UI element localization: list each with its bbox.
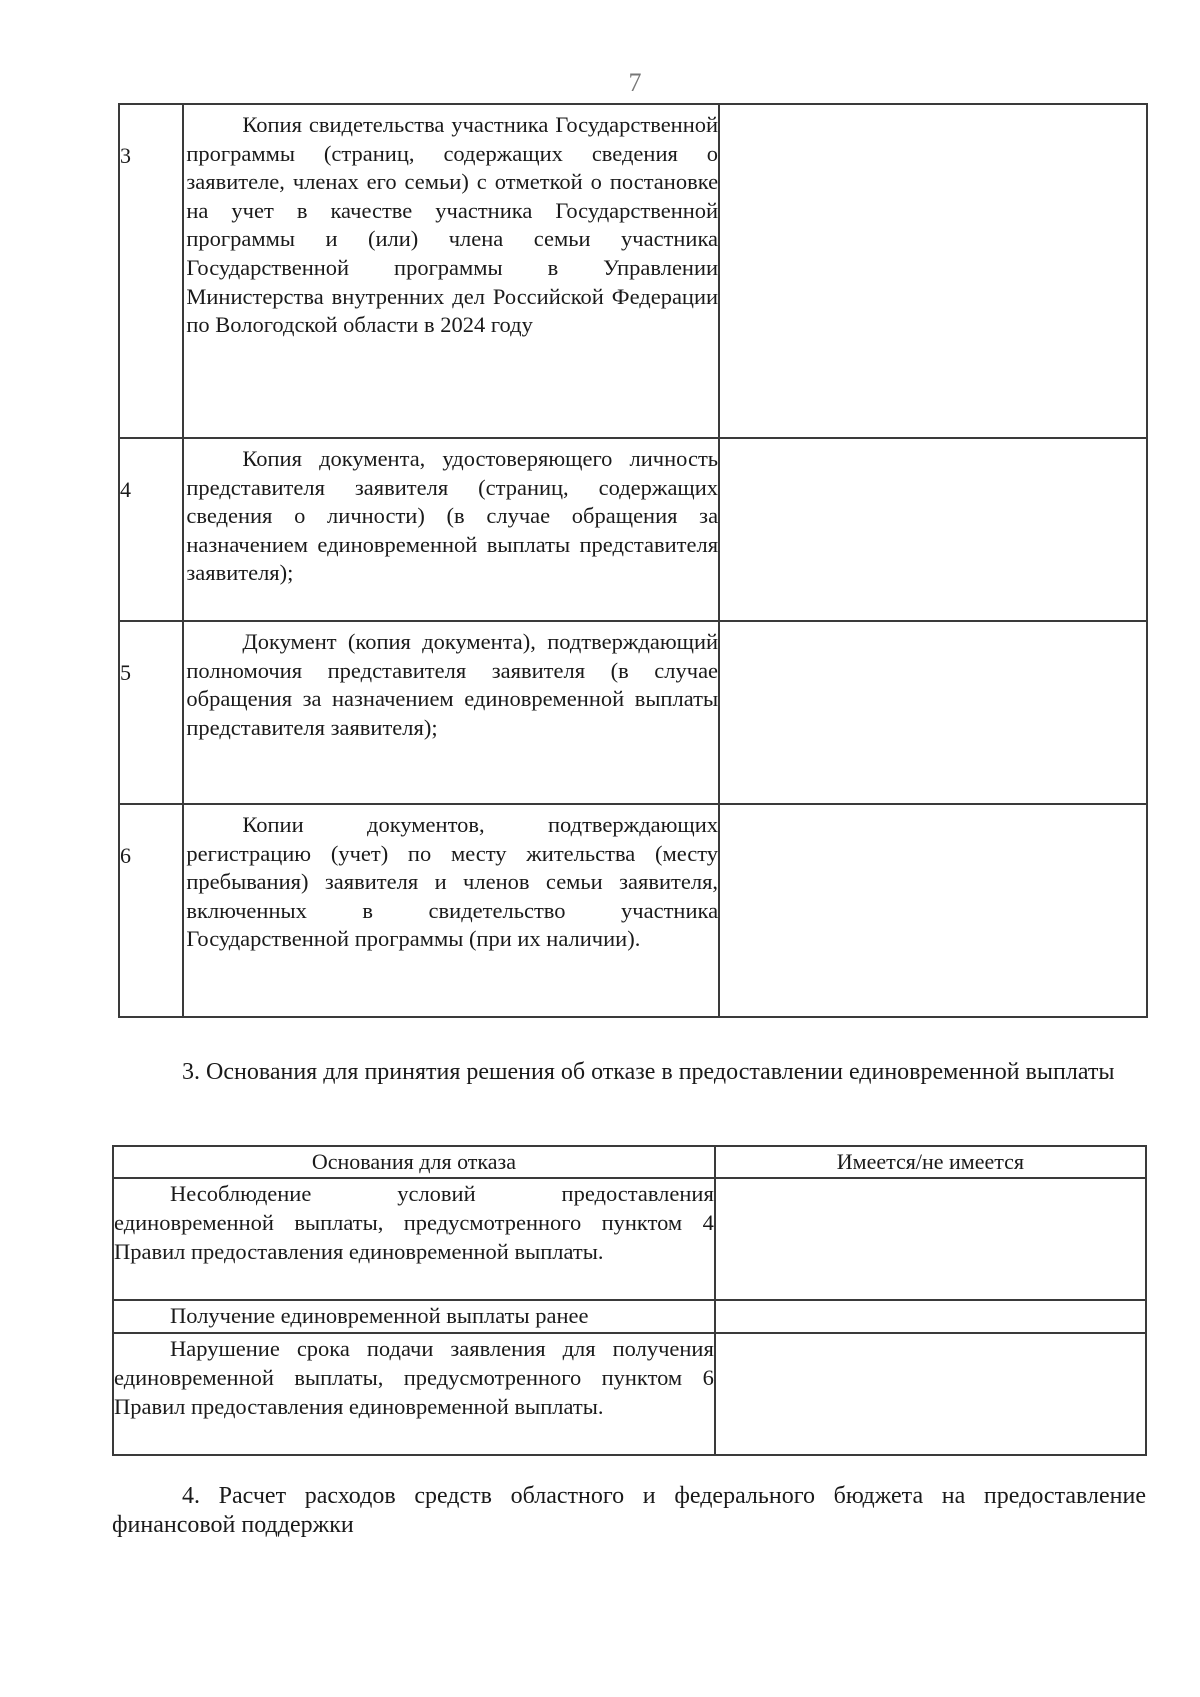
refusal-mark-cell: [715, 1333, 1146, 1455]
table-row: [113, 1178, 1146, 1300]
document-mark-cell: [719, 438, 1147, 621]
document-description: Документ (копия документа), подтверждающий полномочия представителя заявителя (в случае обращения за назначением единовременной выплаты представителя заявителя);: [183, 621, 719, 804]
refusal-mark-cell: [715, 1178, 1146, 1300]
document-description: Копия свидетельства участника Государственной программы (страниц, содержащих сведения о заявителе, членах его семьи) с отметкой о постановке на учет в качестве участника Государственной программы и (или) члена семьи участника Государственной программы в Управлении Министерства внутренних дел Российской Федерации по Вологодской области в 2024 году: [183, 104, 719, 438]
page-number: 7: [628, 68, 642, 97]
document-mark-cell: [719, 621, 1147, 804]
row-number: 6: [119, 804, 183, 1017]
refusal-grounds-table: [112, 1145, 1147, 1456]
column-header-grounds: Основания для отказа: [113, 1146, 715, 1178]
refusal-mark-cell: [715, 1300, 1146, 1333]
document-mark-cell: [719, 104, 1147, 438]
refusal-reason: Получение единовременной выплаты ранее: [113, 1300, 715, 1333]
table-row: [119, 804, 1147, 1017]
table-row: [113, 1333, 1146, 1455]
section-3-heading: 3. Основания для принятия решения об отказе в предоставлении единовременной выплаты: [182, 1059, 1115, 1085]
table-row: [113, 1300, 1146, 1333]
table-row: [119, 104, 1147, 438]
row-number: 3: [119, 104, 183, 438]
section-4-heading: 4. Расчет расходов средств областного и федерального бюджета на предоставление финансовой поддержки: [112, 1483, 1146, 1538]
row-number: 4: [119, 438, 183, 621]
documents-table: [118, 103, 1148, 1018]
table-row: [119, 621, 1147, 804]
document-description: Копия документа, удостоверяющего личность представителя заявителя (страниц, содержащих сведения о личности) (в случае обращения за назначением единовременной выплаты представителя заявителя);: [183, 438, 719, 621]
column-header-presence: Имеется/не имеется: [715, 1146, 1146, 1178]
table-header-row: [113, 1146, 1146, 1178]
document-mark-cell: [719, 804, 1147, 1017]
refusal-reason: Нарушение срока подачи заявления для получения единовременной выплаты, предусмотренного пунктом 6 Правил предоставления единовременной выплаты.: [113, 1333, 715, 1455]
refusal-reason: Несоблюдение условий предоставления единовременной выплаты, предусмотренного пунктом 4 Правил предоставления единовременной выплаты.: [113, 1178, 715, 1300]
table-row: [119, 438, 1147, 621]
document-description: Копии документов, подтверждающих регистрацию (учет) по месту жительства (месту пребывания) заявителя и членов семьи заявителя, включенных в свидетельство участника Государственной программы (при их наличии).: [183, 804, 719, 1017]
row-number: 5: [119, 621, 183, 804]
